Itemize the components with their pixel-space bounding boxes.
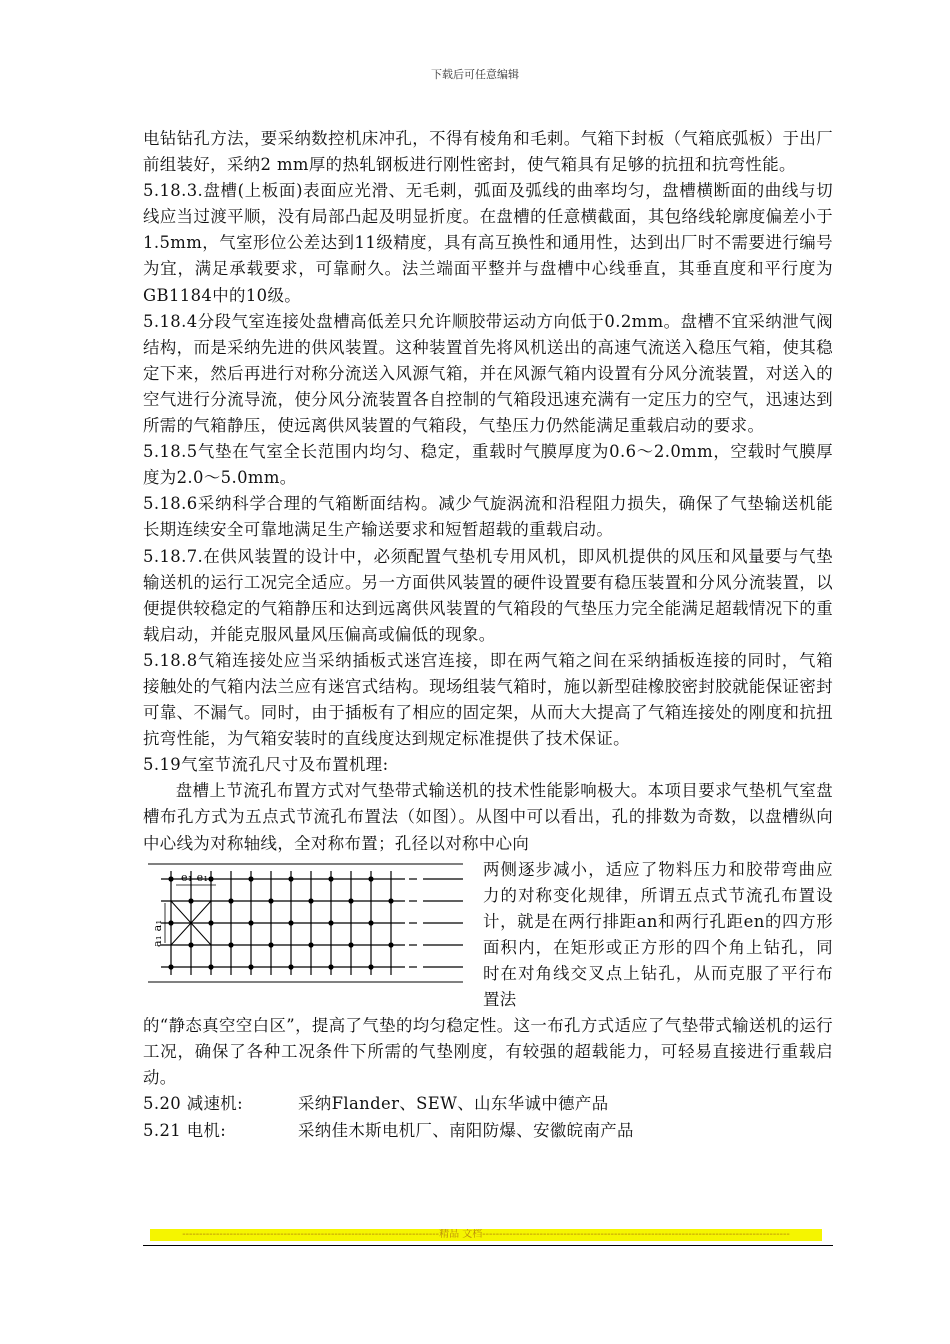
item-reducer xyxy=(143,1091,833,1117)
figure-row xyxy=(143,857,833,1014)
figure-side-text: 两侧逐步减小，适应了物料压力和胶带弯曲应力的对称变化规律，所谓五点式节流孔布置设计，就是在两行排距an和两行孔距en的四方形面积内，在矩形或正方形的四个角上钻孔，同时在对角线交叉点上钻孔，从而克服了平行布置法 xyxy=(483,859,833,1010)
throttle-hole xyxy=(248,964,253,969)
paragraph-5-18-3: 5.18.3.盘槽(上板面)表面应光滑、无毛刺，弧面及弧线的曲率均匀，盘槽横断面的曲线与切线应当过渡平顺，没有局部凸起及明显折度。在盘槽的任意横截面，其包络线轮廓度偏差小于1.5mm，气室形位公差达到11级精度，具有高互换性和通用性，达到出厂时不需要进行编号为宜，满足承载要求，可靠耐久。法兰端面平整并与盘槽中心线垂直，其垂直度和平行度为GB1184中的10级。 xyxy=(143,181,833,305)
item-motor xyxy=(143,1118,833,1144)
throttle-hole xyxy=(328,920,333,925)
paragraph-5-18-8: 5.18.8气箱连接处应当采纳插板式迷宫连接，即在两气箱之间在采纳插板连接的同时，气箱接触处的气箱内法兰应有迷宫式结构。现场组装气箱时，施以新型硅橡胶密封胶就能保证密封可靠、不漏气。同时，由于插板有了相应的固定架，从而大大提高了气箱连接处的刚度和抗扭抗弯性能，为气箱安装时的直线度达到规定标准提供了技术保证。 xyxy=(143,650,833,749)
throttle-hole xyxy=(388,942,393,947)
throttle-hole xyxy=(268,942,273,947)
throttle-hole xyxy=(288,964,293,969)
throttle-hole xyxy=(368,964,373,969)
throttle-hole xyxy=(388,898,393,903)
heading-5-19: 5.19气室节流孔尺寸及布置机理: xyxy=(143,755,389,775)
item-motor-key: 5.21 电机: xyxy=(143,1120,227,1140)
throttle-hole xyxy=(288,920,293,925)
paragraph-5-18-5: 5.18.5气垫在气室全长范围内均匀、稳定，重载时气膜厚度为0.6～2.0mm，空载时气膜厚度为2.0～5.0mm。 xyxy=(143,442,833,488)
throttle-hole xyxy=(328,876,333,881)
throttle-hole xyxy=(248,876,253,881)
paragraph-hole-layout: 盘槽上节流孔布置方式对气垫带式输送机的技术性能影响极大。本项目要求气垫机气室盘槽布孔方式为五点式节流孔布置法（如图）。从图中可以看出，孔的排数为奇数，以盘槽纵向中心线为对称轴线，全对称布置；孔径以对称中心向 xyxy=(143,781,833,853)
hole-layout-diagram xyxy=(143,857,483,987)
document-body xyxy=(143,126,833,1144)
paragraph-5-18-4: 5.18.4分段气室连接处盘槽高低差只允许顺胶带运动方向低于0.2mm。盘槽不宜采纳泄气阀结构，而是采纳先进的供风装置。这种装置首先将风机送出的高速气流送入稳压气箱，使其稳定下来，然后再进行对称分流送入风源气箱，并在风源气箱内设置有分风分流装置，对送入的空气进行分流导流，使分风分流装置各自控制的气箱段迅速充满有一定压力的空气，迅速达到所需的气箱静压，使远离供风装置的气箱段，气垫压力仍然能满足重载启动的要求。 xyxy=(143,311,833,436)
throttle-hole xyxy=(348,898,353,903)
throttle-hole xyxy=(368,876,373,881)
throttle-hole xyxy=(208,964,213,969)
label-a1: a₁ a₁ xyxy=(151,919,164,947)
throttle-hole xyxy=(168,920,173,925)
item-reducer-value: 采纳Flander、SEW、山东华诚中德产品 xyxy=(298,1094,609,1114)
page-header: 下载后可任意编辑 xyxy=(431,68,519,81)
throttle-hole xyxy=(308,898,313,903)
throttle-hole xyxy=(208,876,213,881)
paragraph-after-figure: 的“静态真空空白区”，提高了气垫的均匀稳定性。这一布孔方式适应了气垫带式输送机的运行工况，确保了各种工况条件下所需的气垫刚度，有较强的超载能力，可轻易直接进行重载启动。 xyxy=(143,1016,833,1088)
throttle-hole xyxy=(228,942,233,947)
paragraph-5-18-6: 5.18.6采纳科学合理的气箱断面结构。减少气旋涡流和沿程阻力损失，确保了气垫输送机能长期连续安全可靠地满足生产输送要求和短暂超载的重载启动。 xyxy=(143,494,833,540)
throttle-hole xyxy=(168,876,173,881)
item-reducer-key: 5.20 减速机: xyxy=(143,1094,243,1114)
label-e1: e₁ e₁ xyxy=(181,870,209,884)
item-motor-value: 采纳佳木斯电机厂、南阳防爆、安徽皖南产品 xyxy=(298,1120,634,1140)
paragraph-5-18-7: 5.18.7.在供风装置的设计中，必须配置气垫机专用风机，即风机提供的风压和风量要与气垫输送机的运行工况完全适应。另一方面供风装置的硬件设置要有稳压装置和分风分流装置，以便提供较稳定的气箱静压和达到远离供风装置的气箱段的气垫压力完全能满足超载情况下的重载启动，并能克服风量风压偏高或偏低的现象。 xyxy=(143,546,833,644)
throttle-hole xyxy=(208,920,213,925)
hole-layout-figure xyxy=(143,857,483,987)
throttle-hole xyxy=(268,898,273,903)
throttle-hole xyxy=(168,964,173,969)
throttle-hole xyxy=(248,920,253,925)
paragraph-1: 电钻钻孔方法，要采纳数控机床冲孔，不得有棱角和毛刺。气箱下封板（气箱底弧板）于出厂前组装好，采纳2 mm厚的热轧钢板进行刚性密封，使气箱具有足够的抗扭和抗弯性能。 xyxy=(143,129,833,175)
throttle-hole xyxy=(188,942,193,947)
throttle-hole xyxy=(368,920,373,925)
throttle-hole xyxy=(288,876,293,881)
throttle-hole xyxy=(308,942,313,947)
footer-divider xyxy=(143,1245,833,1246)
throttle-hole xyxy=(228,898,233,903)
throttle-hole xyxy=(328,964,333,969)
footer-banner: ----------------------------------------------------------------------------精品 文档------------------------------------------------------------------------------------------- xyxy=(150,1229,822,1241)
throttle-hole xyxy=(348,942,353,947)
throttle-hole xyxy=(188,898,193,903)
